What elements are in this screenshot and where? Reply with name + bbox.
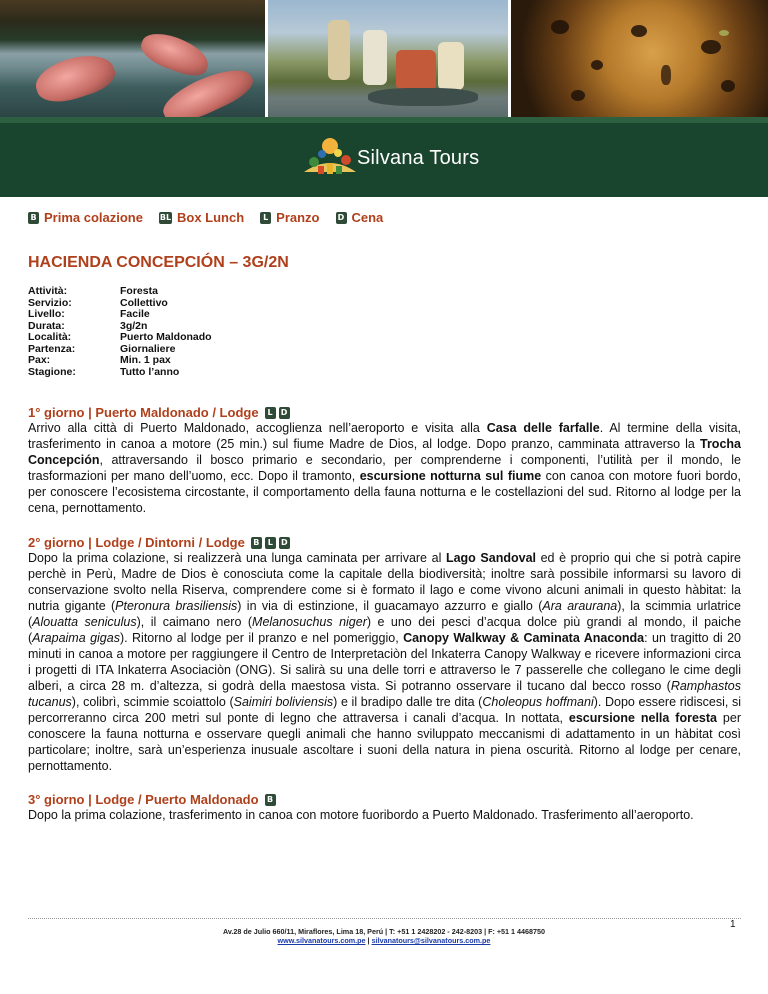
day-description — [28, 807, 741, 823]
lunch-icon: L — [265, 407, 276, 419]
highlight-text: escursione notturna sul fiume — [359, 469, 542, 483]
spec-value: 3g/2n — [120, 319, 148, 332]
highlight-text: Casa delle farfalle — [486, 421, 600, 435]
highlight-text: Lago Sandoval — [445, 551, 536, 565]
spec-label: Partenza: — [28, 342, 76, 355]
lunch-icon: L — [265, 537, 276, 549]
text-run: per conoscere la fauna notturna e osservare quegli animali che hanno sviluppato meccanismi di adattamento in un hàbitat così particolare; inoltre, sarà un’esperienza inusuale ascoltare i suoni della natura in piena oscurità. Ritorno al lodge per cenare, pernottamento. — [28, 711, 741, 773]
species-name: Arapaima gigas — [32, 631, 120, 645]
species-name: Ramphastos tucanus — [28, 679, 741, 709]
spec-value: Tutto l’anno — [120, 365, 180, 378]
day-heading — [28, 405, 741, 420]
legend-label: Box Lunch — [176, 210, 245, 225]
spec-label: Pax: — [28, 354, 51, 366]
text-run: ) in via di estinzione, il guacamayo azzurro e giallo ( — [237, 599, 543, 613]
text-run: ) e il bradipo dalle tre dita ( — [333, 695, 483, 709]
text-run: ed è proprio qui che si potrà capire perchè in Perù, Madre de Dios è conosciuta come la capitale della biodiversità; inoltre sarà possibile informarsi su lavoro di conservazione svolto nella Riserva, comprendere come si è formato il lago e come vivono alcuni animali in questo hàbitat: la nutria gigante ( — [28, 551, 742, 613]
text-run: ). Dopo essere ridiscesi, si percorreranno circa 200 metri sul ponte di legno che attraversa i canali d’acqua. In nottata, — [28, 695, 741, 725]
highlight-text: Trocha Concepción — [28, 437, 741, 467]
text-run: ), il caimano nero ( — [136, 615, 253, 629]
spec-row — [28, 355, 212, 367]
spec-row — [28, 332, 212, 344]
dinner-icon: D — [336, 212, 347, 224]
box-lunch-icon: BL — [159, 212, 172, 222]
spec-label: Durata: — [28, 319, 65, 332]
dinner-icon: D — [279, 407, 290, 419]
text-run: ), la scimmia urlatrice ( — [28, 599, 742, 629]
tour-specs — [28, 286, 212, 378]
spec-row — [28, 309, 212, 321]
highlight-text: Canopy Walkway & Caminata Anaconda — [403, 631, 645, 645]
day-section — [28, 792, 741, 823]
brand-name: Silvana Tours — [357, 147, 480, 169]
spec-label: Livello: — [28, 308, 65, 320]
breakfast-icon: B — [251, 537, 262, 549]
text-run: ), colibrì, scimmie scoiattolo ( — [71, 695, 234, 709]
page-number: 1 — [730, 919, 736, 930]
spec-label: Località: — [28, 331, 72, 343]
footer — [0, 927, 768, 945]
day-section — [28, 405, 741, 516]
day-heading — [28, 792, 741, 807]
lunch-icon: L — [260, 212, 271, 224]
jaguar-photo — [511, 0, 768, 117]
species-name: Melanosuchus niger — [252, 615, 367, 629]
species-name: Pteronura brasiliensis — [115, 599, 238, 613]
text-run: : un tragitto di 20 minuti in canoa a motore per raggiungere il Centro de Interpretaciòn del Inkaterra Canopy Walkway e ricevere informazioni circa i progetti di ITA Inkaterra Asociaciòn (ONG). Si salirà su una delle torri e attraverso le 7 passerelle che collegano le cime degli alberi, a circa 28 m. d’altezza, si godrà della maestosa vista. Si potranno osservare il tucano dal becco rosso ( — [28, 631, 741, 693]
spec-label: Servizio: — [28, 296, 72, 309]
spec-value: Min. 1 pax — [120, 354, 171, 366]
dinner-icon: D — [279, 537, 290, 549]
text-run: Dopo la prima colazione, trasferimento in canoa con motore fuoribordo a Puerto Maldonado. Trasferimento all’aeroporto. — [28, 808, 694, 822]
spec-value: Foresta — [120, 285, 158, 297]
day-section — [28, 535, 741, 774]
silvana-logo-icon — [300, 132, 360, 180]
text-run: ). Ritorno al lodge per il pranzo e nel pomeriggio, — [119, 631, 404, 645]
river-dolphins-photo — [0, 0, 265, 117]
meal-legend — [28, 210, 399, 225]
day-title: 1° giorno | Puerto Maldonado / Lodge — [28, 405, 259, 420]
footer-divider — [28, 918, 741, 919]
species-name: Choleopus hoffmani — [482, 695, 594, 709]
footer-separator: | — [365, 936, 372, 945]
spec-value: Puerto Maldonado — [120, 331, 212, 343]
day-heading — [28, 535, 741, 550]
species-name: Alouatta seniculus — [32, 615, 137, 629]
email-link[interactable]: silvanatours@silvanatours.com.pe — [371, 936, 491, 945]
spec-row — [28, 286, 212, 298]
text-run: . Al termine della visita, trasferimento in canoa a motore (25 min.) sul fiume Madre de Dios, al lodge. Dopo pranzo, camminata attraverso la — [28, 421, 741, 451]
species-name: Ara araurana — [542, 599, 618, 613]
spec-label: Stagione: — [28, 365, 76, 378]
breakfast-icon: B — [28, 212, 39, 224]
spec-row — [28, 367, 212, 379]
day-description — [28, 550, 741, 774]
footer-address: Av.28 de Julio 660/11, Miraflores, Lima 18, Perú | T: +51 1 2428202 - 242-8203 | F: +51 1 4468750 — [222, 927, 546, 936]
footer-links — [0, 936, 768, 945]
text-run: Arrivo alla città di Puerto Maldonado, accoglienza nell’aeroporto e visita alla — [28, 421, 487, 435]
legend-label: Pranzo — [276, 210, 320, 225]
legend-label: Prima colazione — [44, 210, 143, 225]
canoe-tourists-photo — [268, 0, 508, 117]
day-title: 3° giorno | Lodge / Puerto Maldonado — [28, 792, 259, 807]
legend-item — [260, 210, 319, 225]
spec-label: Attività: — [28, 285, 68, 297]
day-description — [28, 420, 741, 516]
spec-value: Facile — [120, 308, 150, 320]
legend-item — [159, 210, 244, 225]
website-link[interactable]: www.silvanatours.com.pe — [277, 936, 366, 945]
spec-value: Collettivo — [120, 296, 168, 309]
day-title: 2° giorno | Lodge / Dintorni / Lodge — [28, 535, 245, 550]
species-name: Saimiri boliviensis — [233, 695, 334, 709]
text-run: con canoa con motore fuori bordo, per conoscere l’ecosistema circostante, il comportamento della fauna notturna e le costellazioni del sud. Ritorno al lodge per la cena, pernottamento. — [28, 469, 741, 515]
tour-title: HACIENDA CONCEPCIÓN – 3G/2N — [28, 254, 289, 271]
spec-value: Giornaliere — [120, 342, 176, 355]
legend-label: Cena — [351, 210, 384, 225]
highlight-text: escursione nella foresta — [568, 711, 717, 725]
legend-item — [28, 210, 143, 225]
header-photo-strip — [0, 0, 768, 117]
breakfast-icon: B — [265, 794, 276, 806]
text-run: , attraversando il bosco primario e secondario, per comprenderne i componenti, l’utilità per il mondo, le trasformazioni per mano dell’uomo, ecc. Dopo il tramonto, — [28, 453, 741, 483]
text-run: ) e uno dei pesci d’acqua dolce più grandi al mondo, il paiche ( — [28, 615, 742, 645]
legend-item — [336, 210, 384, 225]
text-run: Dopo la prima colazione, si realizzerà una lunga caminata per arrivare al — [28, 551, 446, 565]
